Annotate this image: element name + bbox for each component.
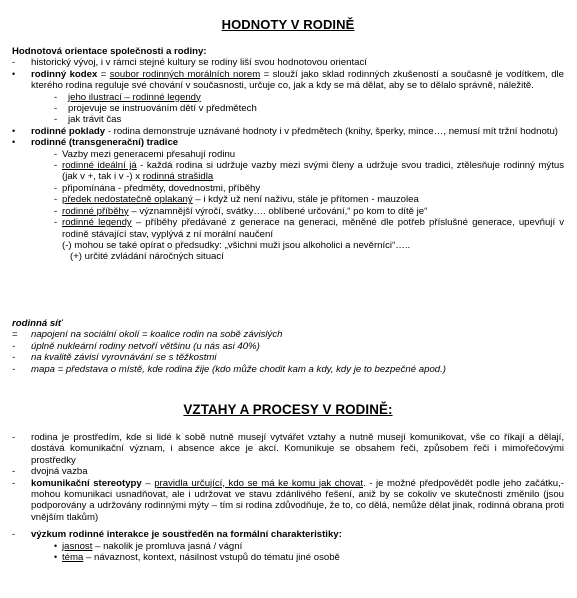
list-item (12, 240, 564, 251)
title-values-in-family: HODNOTY V RODINĚ (221, 17, 355, 32)
item-text: – významnější výročí, svátky…. oblíbené určování,“ po kom to dítě je“ (128, 205, 428, 217)
item-text: - každá rodina si udržuje vazby mezi svými členy a udržuje svou tradici, ztělesňuje rodinný mýtus (jak v +, tak i v -) x (62, 160, 564, 183)
term-interaction-research: výzkum rodinné interakce je soustředěn na formální charakteristiky: (31, 529, 342, 541)
item-text: (+) určité zvládání náročných situací (70, 251, 224, 263)
item-text: napojení na sociální okolí = koalice rodin na sobě závislých (31, 329, 283, 341)
section-heading: Hodnotová orientace společnosti a rodiny: (12, 46, 207, 57)
item-text: = slouží jako sklad rodinných zkušeností a současně je vodítkem, dle kterého rodina reguluje své chování v současnosti, určuje co, jak a kdy se má dělat, aby se to dělalo správně, náležitě. (31, 68, 565, 92)
dash-marker: - (54, 91, 58, 103)
term-ideal-self: rodinné ideální já (62, 160, 137, 172)
dash-marker: - (12, 352, 16, 364)
term-communication-stereotypes: komunikační stereotypy (31, 477, 142, 489)
list-item (12, 352, 564, 363)
list-item (12, 69, 564, 92)
list-item (12, 541, 564, 552)
item-text: projevuje se instruováním dětí v předmětech (68, 103, 257, 115)
dash-marker: - (12, 340, 16, 352)
section-family-network (12, 318, 564, 375)
item-text: (-) mohou se také opírat o předsudky: „všichni muži jsou alkoholici a nevěrníci“….. (62, 239, 411, 251)
list-item (12, 103, 564, 114)
dash-marker: - (54, 148, 58, 160)
dash-marker: - (12, 466, 16, 478)
bullet-marker: • (12, 125, 16, 136)
list-item (12, 160, 564, 183)
item-text: připomínána - předměty, dovednostmi, příběhy (62, 182, 261, 194)
dash-marker: - (54, 194, 58, 206)
dash-marker: - (54, 160, 58, 172)
dash-marker: - (12, 477, 16, 489)
item-text: = (97, 68, 110, 80)
item-text: jak trávit čas (68, 114, 122, 126)
list-item (12, 57, 564, 68)
list-item (12, 92, 564, 103)
term-clarity: jasnost (62, 540, 93, 552)
item-text: – i když už není naživu, stále je přítomen - mauzolea (192, 194, 419, 206)
bullet-marker: • (54, 552, 58, 563)
section-heading: rodinná síť (12, 318, 63, 329)
term-family-legends: rodinné legendy (62, 217, 132, 229)
list-item (12, 183, 564, 194)
equals-marker: = (12, 329, 18, 341)
term-family-ghosts: rodinná strašidla (142, 171, 214, 183)
item-text: dvojná vazba (31, 466, 88, 478)
item-text: na kvalitě závisí vyrovnávání se s těžkostmi (31, 352, 217, 364)
item-text: . - je možné předpovědět podle jeho začátku,- mohou komunikaci usnadňovat, ale i udržovat ve stavu zdánlivého řešení, aniž by se cokoliv ve skutečnosti změnilo (jsou podporovány a udržovány rodinnými mýty – tím si rodina zdůvodňuje, že to, co dělá, nemůže dělat jinak, rodinná obrana proti vnějším tlakům) (31, 477, 564, 523)
list-item (12, 251, 564, 262)
list-item (12, 364, 564, 375)
term-family-traditions: rodinné (transgenerační) tradice (31, 137, 179, 149)
term-family-code: rodinný kodex (31, 68, 98, 80)
term-ancestor: předek nedostatečně oplakaný (62, 194, 193, 206)
dash-marker: - (12, 432, 16, 443)
list-item (12, 478, 564, 524)
bullet-marker: • (54, 540, 58, 551)
bullet-marker: • (12, 68, 16, 79)
term-topic: téma (62, 552, 84, 564)
item-text: – příběhy předávané z generace na generaci, měněné dle potřeb příslušné generace, upevňují v rodině stávající stav, vyplývá z ní morální naučení (62, 217, 565, 240)
item-text: mapa = představa o místě, kde rodina žije (kdo může chodit kam a kdy, kdy je to bezpečné apod.) (31, 363, 446, 375)
term-definition: soubor rodinných morálních norem (109, 68, 261, 80)
term-rules: pravidla určující, kdo se má ke komu jak chovat (154, 477, 363, 489)
item-text: rodina je prostředím, kde si lidé k sobě nutně musejí vytvářet vztahy a nutně musejí komunikovat, vše co říkají a dělají, dostává komunikační význam, i absence akce je akcí. Komunikuje se obsahem řeči, způsobem řeči i mimořečovými prostředky (31, 432, 564, 466)
item-text: – nakolik je promluva jasná / vágní (92, 540, 243, 552)
list-item (12, 206, 564, 217)
dash-marker: - (12, 529, 16, 541)
item-text: jeho ilustrací – rodinné legendy (68, 91, 201, 103)
bullet-marker: • (12, 137, 16, 148)
list-item (12, 149, 564, 160)
dash-marker: - (54, 103, 58, 115)
dash-marker: - (12, 363, 16, 375)
list-item (12, 552, 564, 563)
item-text: historický vývoj, i v rámci stejné kultury se rodiny liší svou hodnotovou orientací (31, 57, 367, 69)
term-family-stories: rodinné příběhy (62, 205, 129, 217)
list-item (12, 329, 564, 340)
list-item (12, 137, 564, 148)
list-item (12, 466, 564, 477)
list-item (12, 432, 564, 466)
list-item (12, 529, 564, 540)
list-item (12, 194, 564, 205)
dash-marker: - (54, 217, 58, 229)
list-item (12, 217, 564, 240)
term-family-treasures: rodinné poklady (31, 125, 106, 137)
list-item (12, 341, 564, 352)
title-relations-and-processes: VZTAHY A PROCESY V RODINĚ: (183, 402, 393, 417)
dash-marker: - (54, 182, 58, 194)
section-relations (12, 432, 564, 563)
dash-marker: - (12, 57, 16, 69)
item-text: – (141, 477, 155, 489)
item-text: úplně nukleární rodiny netvoří většinu (u nás asi 40%) (31, 340, 260, 352)
list-item (12, 114, 564, 125)
dash-marker: - (54, 205, 58, 217)
item-text: - rodina demonstruje uznávané hodnoty i v předmětech (knihy, šperky, mince…, nemusí mít tržní hodnotu) (105, 125, 559, 137)
list-item (12, 126, 564, 137)
dash-marker: - (54, 114, 58, 126)
item-text: Vazby mezi generacemi přesahují rodinu (62, 148, 236, 160)
section-value-orientation (12, 46, 564, 263)
item-text: – návaznost, kontext, násilnost vstupů do tématu jiné osobě (83, 552, 340, 564)
